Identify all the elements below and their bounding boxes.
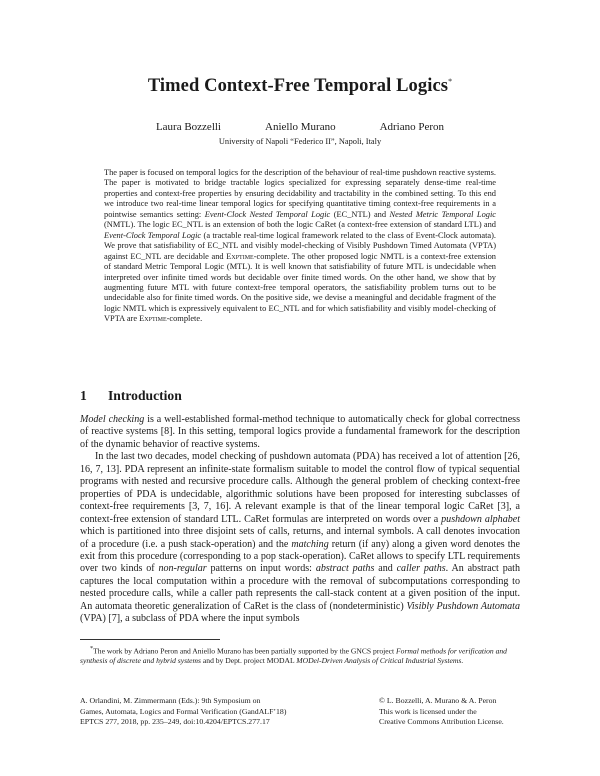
- title-footnote-marker: *: [448, 76, 453, 86]
- section-title-text: Introduction: [108, 388, 182, 403]
- author-name: Laura Bozzelli: [155, 121, 221, 133]
- author-name: Adriano Peron: [379, 121, 445, 133]
- section-number: 1: [80, 388, 87, 403]
- publication-info-line: A. Orlandini, M. Zimmermann (Eds.): 9th Symposium on: [80, 696, 261, 705]
- footnote: [80, 644, 520, 665]
- title-text: Timed Context-Free Temporal Logics: [147, 76, 449, 96]
- body-paragraph: Model checking is a well-established formal-method technique to automatically check for global correctness of reactive systems [8]. In this setting, temporal logics provide a fundamental framework for the description of the dynamic behavior of reactive systems.: [80, 414, 520, 450]
- footnote-divider: [80, 639, 220, 640]
- publication-info-line: Games, Automata, Logics and Formal Verification (GandALF’18): [80, 706, 287, 716]
- publication-info-line: EPTCS 277, 2018, pp. 235–249, doi:10.4204/EPTCS.277.17: [80, 717, 270, 727]
- license-info-line: This work is licensed under the: [379, 706, 477, 716]
- license-info-line: © L. Bozzelli, A. Murano & A. Peron: [379, 696, 497, 705]
- author-name: Aniello Murano: [265, 121, 336, 133]
- publication-info: [80, 696, 340, 728]
- footnote-marker: *: [90, 645, 94, 652]
- introduction-body: [80, 414, 520, 626]
- affiliation: University of Napoli “Federico II”, Napoli, Italy: [218, 137, 382, 146]
- paper-title: [0, 76, 600, 97]
- body-paragraph: In the last two decades, model checking of pushdown automata (PDA) has received a lot of attention [26, 16, 7, 13]. PDA represent an infinite-state formalism suitable to model the control flow of typical sequential programs with nested and recursive procedure calls. Although the general problem of checking context-free properties of PDA is undecidable, algorithmic solutions have been proposed for interesting subclasses of context-free requirements [3, 7, 16]. A relevant example is that of the linear temporal logic CaRet [3], a context-free extension of standard LTL. CaRet formulas are interpreted on words over a pushdown alphabet which is partitioned into three disjoint sets of calls, returns, and internal symbols. A call denotes invocation of a procedure (i.e. a push stack-operation) and the matching return (if any) along a given word denotes the exit from this procedure (corresponding to a pop stack-operation). CaRet allows to specify LTL requirements over two kinds of non-regular patterns on input words: abstract paths and caller paths. An abstract path captures the local computation within a procedure with the removal of subcomputations corresponding to nested procedure calls, while a caller path represents the call-stack content at a given position of the input. An automata theoretic generalization of CaRet is the class of (nondeterministic) Visibly Pushdown Automata (VPA) [7], a subclass of PDA where the input symbols: [80, 451, 520, 625]
- license-info-line: Creative Commons Attribution License.: [379, 717, 504, 727]
- author-list: [0, 121, 600, 133]
- section-heading-introduction: [80, 388, 182, 404]
- footnote-text: *The work by Adriano Peron and Aniello Murano has been partially supported by the GNCS project Formal methods for verification and synthesis of discrete and hybrid systems and by Dept. project MODAL MODel-Driven Analysis of Critical Industrial Systems.: [80, 645, 507, 665]
- abstract: [104, 168, 496, 325]
- license-info: [379, 696, 539, 728]
- abstract-paragraph: The paper is focused on temporal logics for the description of the behaviour of real-time pushdown reactive systems. The paper is motivated to bridge tractable logics specialized for expressing separately dense-time real-time properties and context-free properties by ensuring decidability and tractability in the combined setting. To this end we introduce two real-time linear temporal logics for specifying quantitative timing context-free requirements in a pointwise semantics setting: Event-Clock Nested Temporal Logic (EC_NTL) and Nested Metric Temporal Logic (NMTL). The logic EC_NTL is an extension of both the logic CaRet (a context-free extension of standard LTL) and Event-Clock Temporal Logic (a tractable real-time logical framework related to the class of Event-Clock automata). We prove that satisfiability of EC_NTL and visibly model-checking of Visibly Pushdown Timed Automata (VPTA) against EC_NTL are decidable and Exptime-complete. The other proposed logic NMTL is a context-free extension of standard Metric Temporal Logic (MTL). It is well known that satisfiability of future MTL is undecidable when interpreted over infinite timed words but decidable over finite timed words. On the other hand, we show that by augmenting future MTL with future context-free temporal operators, the satisfiability problem turns out to be undecidable also for finite timed words. On the positive side, we devise a meaningful and decidable fragment of the logic NMTL which is expressively equivalent to EC_NTL and for which satisfiability and visibly model-checking of VPTA are Exptime-complete.: [104, 168, 497, 324]
